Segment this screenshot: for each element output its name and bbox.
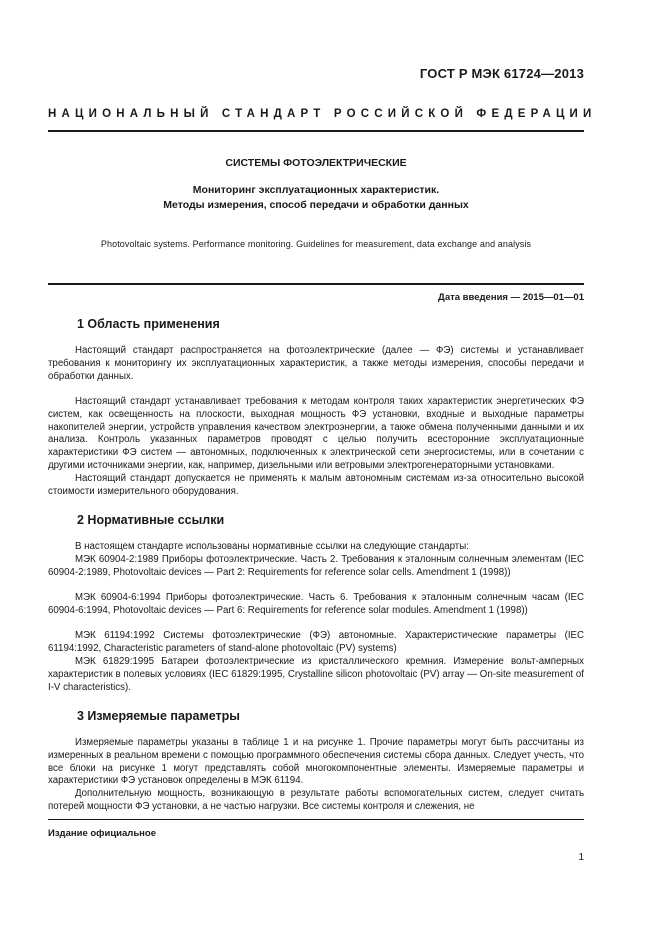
standard-subtitle-line-2: Методы измерения, способ передачи и обработки данных [163, 199, 469, 211]
section-3-heading: 3 Измеряемые параметры [77, 709, 240, 723]
section-3-paragraph-1: Измеряемые параметры указаны в таблице 1 и на рисунке 1. Прочие параметры могут быть рассчитаны из измеренных в реальном времени с помощью программного обеспечения системы сбора данных. Следует учесть, что все блоки на рисунке 1 могут представлять собой многокомпонентные элементы. Измеряемые параметры и характеристики ФЭ установок определены в МЭК 61194. [48, 737, 584, 787]
title-rule [48, 283, 584, 285]
document-id: ГОСТ Р МЭК 61724—2013 [419, 66, 584, 81]
effective-date: Дата введения — 2015—01—01 [438, 292, 584, 303]
reference-iec-61829: МЭК 61829:1995 Батареи фотоэлектрические из кристаллического кремния. Измерение вольт-амперных характеристик в полевых условиях (IEC 61829:1995, Crystalline silicon photovoltaic (PV) array — On-site measurement of I-V characteristics). [48, 656, 584, 693]
section-2-heading: 2 Нормативные ссылки [77, 513, 225, 527]
standard-subtitle-line-1: Мониторинг эксплуатационных характеристик. [192, 184, 440, 196]
section-1-paragraph-3: Настоящий стандарт допускается не применять к малым автономным системам из-за относительно высокой стоимости измерительного оборудования. [48, 473, 584, 497]
reference-iec-61194: МЭК 61194:1992 Системы фотоэлектрические (ФЭ) автономные. Характеристические параметры (IEC 61194:1992, Characteristic parameters of stand-alone photovoltaic (PV) systems) [48, 630, 584, 654]
section-1-paragraph-1: Настоящий стандарт распространяется на фотоэлектрические (далее — ФЭ) системы и устанавливает требования к мониторингу их эксплуатационных характеристик, а также методы измерения, способы передачи и обработки данных. [48, 345, 584, 382]
reference-iec-60904-6: МЭК 60904-6:1994 Приборы фотоэлектрические. Часть 6. Требования к эталонным солнечным часам (IEC 60904-6:1994, Photovoltaic devices — Part 6: Requirements for reference solar modules. Amendment 1 (1998)) [48, 592, 584, 616]
section-3-paragraph-2: Дополнительную мощность, возникающую в результате работы вспомогательных систем, следует считать потерей мощности ФЭ установки, а не частью нагрузки. Все системы контроля и слежения, не [48, 788, 584, 812]
standard-title: СИСТЕМЫ ФОТОЭЛЕКТРИЧЕСКИЕ [225, 157, 407, 169]
publisher-note: Издание официальное [48, 828, 156, 839]
section-1-paragraph-2: Настоящий стандарт устанавливает требования к методам контроля таких характеристик энергетических ФЭ систем, как освещенность на плоскости, выходная мощность ФЭ установки, входные и выходные параметры накопителей энергии, устройств управления качеством электроэнергии, а также обмена полученными данными и их анализа. Контроль указанных параметров проводят с целью получить всесторонние эксплуатационные характеристики ФЭ систем — автономных, подключенных к электрической сети энергосистемы, или в сочетании с другими источниками энергии, как, например, дизельными или ветровыми электрогенераторными установками. [48, 396, 584, 471]
page-number: 1 [578, 852, 584, 863]
section-2-paragraph-1: В настоящем стандарте использованы нормативные ссылки на следующие стандарты: [75, 541, 469, 552]
national-standard-heading: НАЦИОНАЛЬНЫЙ СТАНДАРТ РОССИЙСКОЙ ФЕДЕРАЦИИ [48, 108, 597, 120]
footer-rule [48, 819, 584, 820]
header-rule [48, 130, 584, 132]
reference-iec-60904-2: МЭК 60904-2:1989 Приборы фотоэлектрические. Часть 2. Требования к эталонным солнечным элементам (IEC 60904-2:1989, Photovoltaic devices — Part 2: Requirements for reference solar cells. Amendment 1 (1998)) [48, 554, 584, 578]
section-1-heading: 1 Область применения [77, 317, 220, 331]
english-title: Photovoltaic systems. Performance monitoring. Guidelines for measurement, data exchange and analysis [100, 239, 532, 249]
